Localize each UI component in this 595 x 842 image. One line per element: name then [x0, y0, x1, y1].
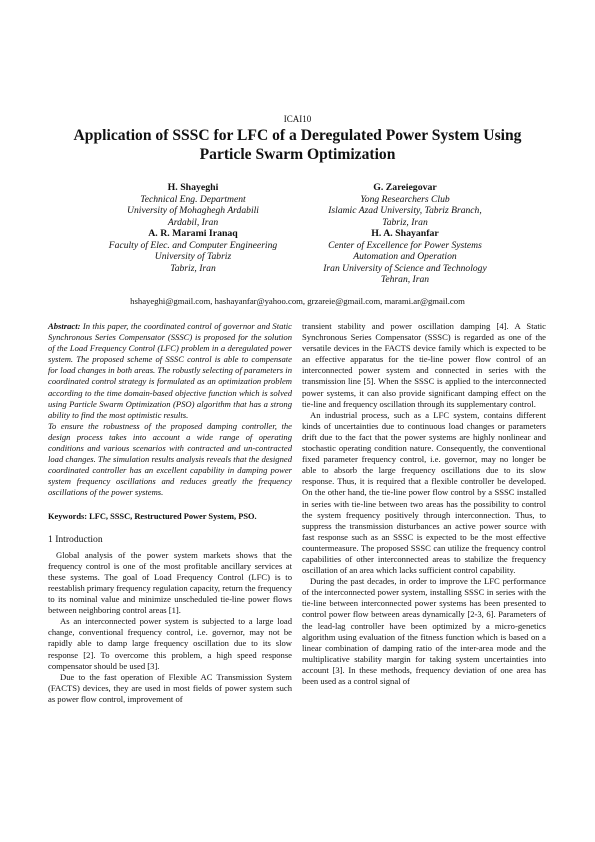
body-paragraph: Global analysis of the power system markets shows that the frequency control is one of the most profitable ancillary services at these systems. The goal of Load Frequency Control (LFC) is to reestablish primary frequency regulation capacity, return the frequency to its nominal value and minimize unscheduled tie-line power flows between neighboring control areas [1]. [48, 549, 292, 616]
body-paragraph: An industrial process, such as a LFC system, contains different kinds of uncertainties due to continuous load changes or parameters drift due to the fact that the power systems are highly nonlinear and stochastic operating condition nature. Consequently, the conventional fixed parameter frequency control, i.e. governor, may no longer be able to absorb the large frequency oscillations due to its slow response. Thus, it is required that a flexible controller be developed. On the other hand, the tie-line power flow control by a SSSC installed in series with tie-line between two areas has the possibility to control the system frequency positively through interconnection. Thus, to suppress the transmission disturbances an active power source with fast response such as an SSSC is expected to be the most effective countermeasure. The proposed SSSC can utilize the frequency control capabilities of other interconnected areas to stabilize the frequency oscillation of an area which lacks sufficient control capability. [302, 409, 546, 576]
author-affiliation: Yong Researchers Club [360, 193, 450, 205]
body-paragraph: As an interconnected power system is subjected to a large load change, conventional frequency control, i.e. governor, may not be rapidly able to damp large frequency oscillation due to its slow response [2]. To overcome this problem, a high speed response compensator should be used [3]. [48, 616, 292, 671]
body-paragraph: During the past decades, in order to improve the LFC performance of the interconnected power system, installing SSSC in series with the tie-line between interconnected power systems has been presented to control power flow between areas dynamically [2-3, 6]. Parameters of the lead-lag controller have been optimized by a micro-genetics algorithm using evaluation of the fitness function which is based on a linear combination of damping ratio of the inter-area mode and the multiplicative stability margin for taking system uncertainties into account [3]. In these methods, frequency deviation of one area has been used as a control signal of [302, 576, 546, 686]
author-name: H. A. Shayanfar [371, 228, 439, 239]
author-affiliation: Automation and Operation [353, 251, 457, 263]
author-affiliation: Technical Eng. Department [140, 193, 246, 205]
conference-label: ICAI10 [283, 114, 312, 124]
author-affiliation: Islamic Azad University, Tabriz Branch, [328, 205, 482, 217]
author-emails: hshayeghi@gmail.com, hashayanfar@yahoo.com, grzareie@gmail.com, marami.ar@gmail.com [130, 296, 465, 306]
author-affiliation: Faculty of Elec. and Computer Engineering [108, 239, 278, 251]
keywords: Keywords: LFC, SSSC, Restructured Power System, PSO. [48, 511, 257, 521]
body-paragraph: transient stability and power oscillation damping [4]. A Static Synchronous Series Compensator (SSSC) is regarded as one of the versatile devices in the FACTS device family which is expected to be an effective apparatus for the tie-line power flow control of an interconnected power system and connected in series with the transmission line [5]. When the SSSC is applied to the interconnected power systems, it can also provide significant damping effect on the tie-line and frequency oscillation through its supplementary control. [302, 321, 546, 409]
right-column [302, 321, 546, 687]
author-block-2 [300, 182, 510, 228]
left-column [48, 321, 292, 705]
body-paragraph: Due to the fast operation of Flexible AC Transmission System (FACTS) devices, they are used in most fields of power system such as power flow control, improvement of [48, 671, 292, 704]
abstract-label: Abstract: [48, 321, 81, 331]
author-name: A. R. Marami Iranaq [148, 228, 238, 239]
author-name: G. Zareiegovar [373, 182, 437, 193]
author-affiliation: University of Mohaghegh Ardabili [127, 205, 259, 217]
author-block-3 [88, 228, 298, 274]
abstract-body-1: In this paper, the coordinated control of governor and Static Synchronous Series Compensator (SSSC) is proposed for the solution of the Load Frequency Control (LFC) problem in a deregulated power system. The proposed scheme of SSSC control is able to compensate for load changes in both areas. The robustly selecting of parameters in coordinated control strategy is formulated as an optimization problem according to the time domain-based objective function which is solved using Particle Swarm Optimization (PSO) algorithm that has a strong ability to find the most optimistic results. [48, 321, 292, 420]
abstract-body-2: To ensure the robustness of the proposed damping controller, the design process takes into account a wide range of operating conditions and various scenarios with contracted and un-contracted load changes. The simulation results analysis reveals that the designed coordinated controller has an excellent capability in damping power system frequency oscillations and reduces greatly the frequency oscillations of the power systems. [48, 420, 292, 498]
author-affiliation: University of Tabriz [154, 251, 232, 263]
author-affiliation: Ardabil, Iran [167, 216, 219, 228]
author-affiliation: Iran University of Science and Technology [323, 262, 487, 274]
paper-title: Application of SSSC for LFC of a Deregulated Power System Using Particle Swarm Optimization [73, 127, 522, 163]
abstract [48, 321, 292, 421]
author-block-4 [300, 228, 510, 286]
author-block-1 [88, 182, 298, 228]
author-affiliation: Tabriz, Iran [382, 216, 428, 228]
author-affiliation: Tehran, Iran [380, 274, 430, 286]
author-affiliation: Tabriz, Iran [170, 262, 216, 274]
author-name: H. Shayeghi [167, 182, 219, 193]
section-heading: 1 Introduction [48, 533, 103, 545]
author-affiliation: Center of Excellence for Power Systems [328, 239, 482, 251]
